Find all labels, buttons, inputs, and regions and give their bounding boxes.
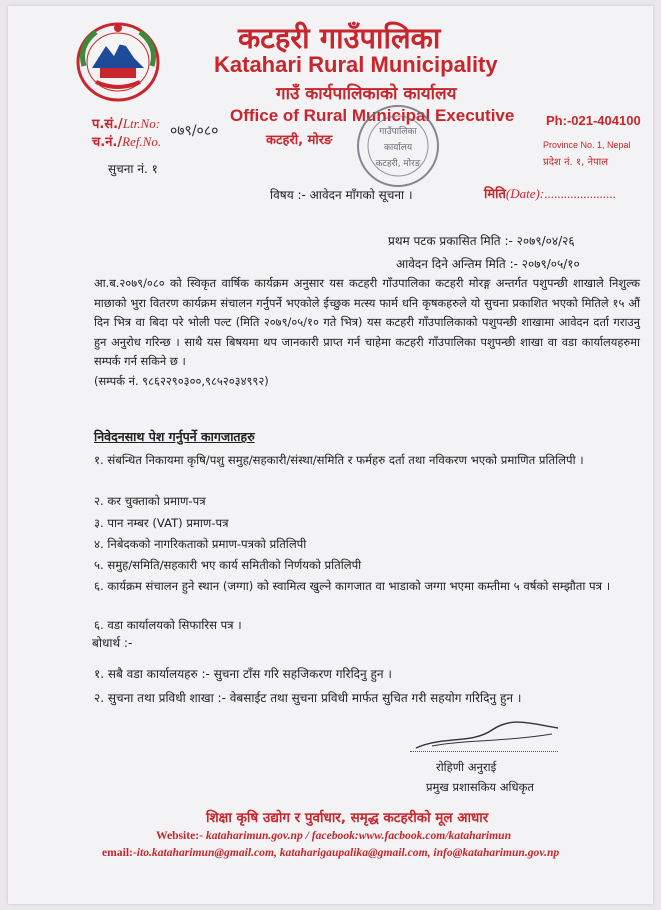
office-address-np: कटहरी, मोरङ [266, 133, 333, 148]
date-dots: ...................... [544, 186, 616, 201]
website-link[interactable]: kataharimun.gov.np / facebook:www.facbook.com/kataharimun [205, 829, 512, 842]
municipality-emblem-logo [70, 16, 166, 108]
documents-heading: निवेदनसाथ पेश गर्नुपर्ने कागजातहरु [94, 429, 255, 444]
date-label-en: (Date): [505, 186, 545, 201]
document-item-5: ५. समुह/समिति/सहकारी भए कार्य समितीको निर्णयको प्रतिलिपी [94, 558, 362, 572]
letter-number-value: ०७९/०८० [170, 123, 219, 139]
office-title-np: गाउँ कार्यपालिकाको कार्यालय [276, 84, 457, 104]
svg-text:कार्यालय: कार्यालय [383, 143, 413, 153]
document-item-2: २. कर चुक्ताको प्रमाण-पत्र [94, 494, 206, 508]
letter-page [8, 6, 653, 904]
province-en: Province No. 1, Nepal [543, 140, 631, 150]
subject-line: विषय :- आवेदन माँगको सूचना । [270, 188, 413, 202]
cc-item-1: १. सबै वडा कार्यालयहरु :- सुचना टाँस गरि सहजिकरण गरिदिनु हुन । [94, 667, 392, 681]
notice-paragraph-text: आ.ब.२०७९/०८० को स्विकृत वार्षिक कार्यक्रम अनुसार यस कटहरी गाँउपालिका कटहरी मोरङ्ग अन्तर्गत पशुपन्छी शाखाले निशुल्क माछाको भुरा वितरण कार्यक्रम संचालन गर्नुपर्ने भएकोले ईच्छुक मत्स्य फार्म धनि कृषकहरुले यो सुचना प्रकाशित भएको मितिले १५ औं दिन भित्र वा बिदा परे भोली पल्ट (मिति २०७९/०५/१० गते भित्र) यस कटहरी गाँउपालिकाको पशुपन्छी शाखामा आवेदन दर्ता गराउनु हुन अनुरोध गरिन्छ । साथै यस बिषयमा थप जानकारी प्राप्त गर्न चाहेमा कटहरी गाँउपालिका पशुपन्छी शाखा वा वडा कार्यालयहरुमा सम्पर्क गर्न सकिने छ । [94, 276, 640, 368]
contact-numbers: (सम्पर्क नं. ९८६२२९०३००,९८५२०३४९९२) [94, 373, 269, 388]
municipality-title-en: Katahari Rural Municipality [214, 52, 498, 77]
document-item-6: ६. कार्यक्रम संचालन हुने स्थान (जग्गा) को स्वामित्व खुल्ने कागजात वा भाडाको जग्गा भएमा कम्तीमा ५ वर्षको सम्झौता पत्र । [94, 579, 611, 593]
footer-website: Website:- kataharimun.gov.np / facebook:www.facbook.com/kataharimun [156, 829, 512, 842]
handwritten-signature [412, 718, 562, 754]
letter-number-label: प.सं./Ltr.No: [92, 116, 161, 132]
document-item-7: ६. वडा कार्यालयको सिफारिस पत्र । [94, 618, 242, 632]
signer-name: रोहिणी अनुराई [436, 760, 497, 774]
first-published-date: प्रथम पटक प्रकासित मिति :- २०७९/०४/२६ [388, 234, 575, 248]
cc-heading: बोधार्थ :- [92, 636, 133, 650]
svg-text:गाउँपालिका: गाउँपालिका [379, 127, 417, 137]
province-np: प्रदेश नं. १, नेपाल [543, 157, 609, 168]
date-field [484, 184, 616, 202]
signature-line [410, 751, 558, 752]
last-apply-date: आवेदन दिने अन्तिम मिति :- २०७९/०५/१० [396, 257, 580, 271]
municipality-title-np: कटहरी गाउँपालिका [238, 21, 441, 55]
date-label-np: मिति [484, 187, 506, 202]
signer-designation: प्रमुख प्रशासकिय अधिकृत [426, 780, 534, 794]
reference-number-label: च.नं./Ref.No. [92, 134, 162, 150]
email-links[interactable]: ito.kataharimun@gmail.com, kataharigaupalika@gmail.com, info@kataharimun.gov.np [136, 846, 560, 859]
document-item-4: ४. निबेदकको नागरिकताको प्रमाण-पत्रको प्रतिलिपी [94, 537, 307, 551]
office-title-en: Office of Rural Municipal Executive [230, 106, 515, 125]
svg-text:कटहरी, मोरङ: कटहरी, मोरङ [375, 159, 421, 169]
phone-number: Ph:-021-404100 [546, 113, 641, 128]
notice-body-paragraph [94, 274, 640, 391]
notice-number: सुचना नं. १ [108, 162, 158, 176]
office-stamp-seal [352, 100, 444, 192]
footer-email: email:-ito.kataharimun@gmail.com, kataharigaupalika@gmail.com, info@kataharimun.gov.np [102, 846, 560, 859]
document-item-1: १. संबन्धित निकायमा कृषि/पशु समुह/सहकारी/संस्था/समिति र फर्महरु दर्ता तथा नविकरण भएको प्रमाणित प्रतिलिपी । [94, 453, 584, 467]
footer-motto: शिक्षा कृषि उद्योग र पुर्वाधार, समृद्ध कटहरीको मूल आधार [206, 810, 489, 826]
cc-item-2: २. सुचना तथा प्रविधी शाखा :- वेबसाईट तथा सुचना प्रविधी मार्फत सुचित गरी सहयोग गरिदिनु हुन । [94, 691, 522, 705]
document-item-3: ३. पान नम्बर (VAT) प्रमाण-पत्र [94, 516, 229, 530]
